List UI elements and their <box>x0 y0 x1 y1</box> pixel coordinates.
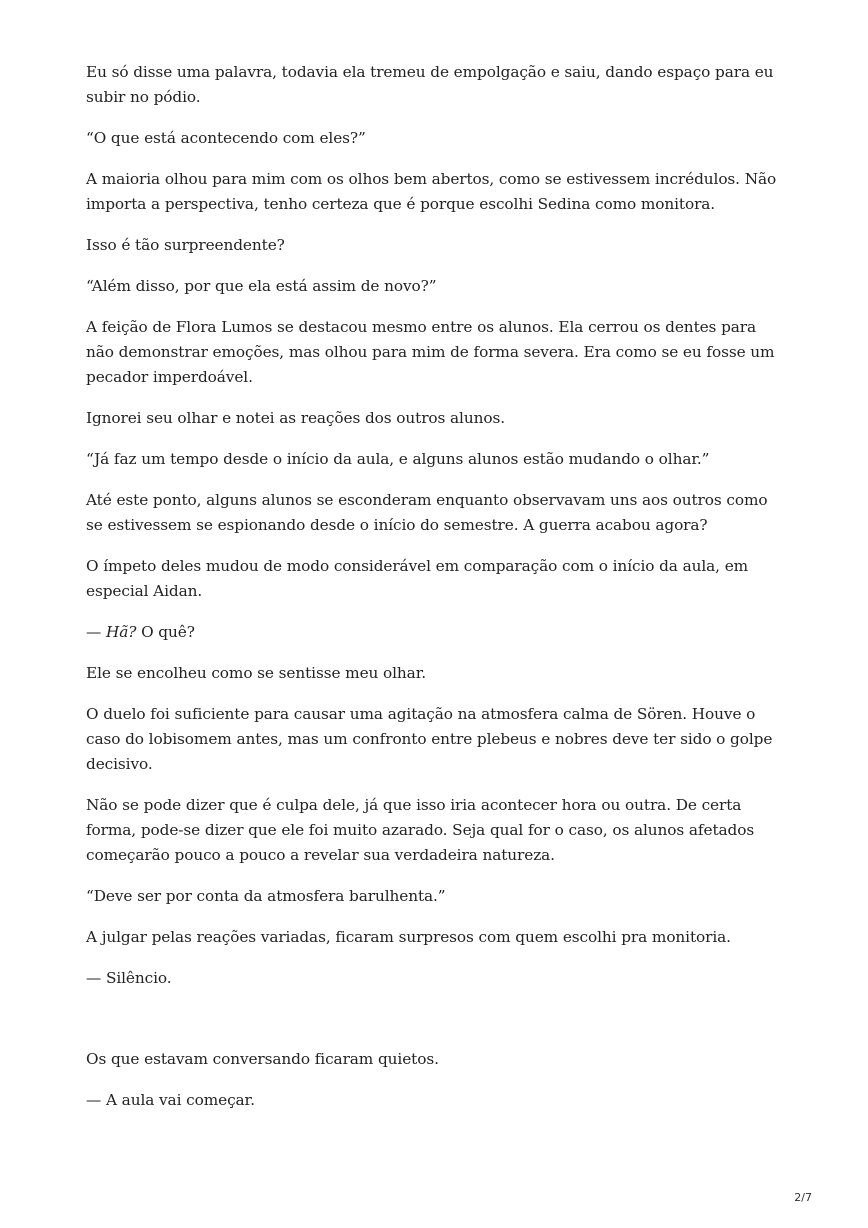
page-number: 2/7 <box>794 1191 812 1204</box>
section-gap <box>86 1007 786 1047</box>
dialogue-italic: Hã? <box>105 623 137 641</box>
paragraph: Ele se encolheu como se sentisse meu olhar. <box>86 664 426 682</box>
paragraph: O duelo foi suficiente para causar uma agitação na atmosfera calma de Sören. Houve o caso do lobisomem antes, mas um confronto entre plebeus e nobres deve ter sido o golpe decisivo. <box>86 705 773 773</box>
paragraph: A maioria olhou para mim com os olhos bem abertos, como se estivessem incrédulos. Não importa a perspectiva, tenho certeza que é porque escolhi Sedina como monitora. <box>86 170 777 213</box>
paragraph: Os que estavam conversando ficaram quietos. <box>86 1050 439 1068</box>
paragraph: “O que está acontecendo com eles?” <box>86 129 366 147</box>
paragraph: A feição de Flora Lumos se destacou mesmo entre os alunos. Ela cerrou os dentes para não demonstrar emoções, mas olhou para mim de forma severa. Era como se eu fosse um pecador imperdoável. <box>86 318 775 386</box>
dialogue-dash: — <box>86 623 106 641</box>
paragraph: Eu só disse uma palavra, todavia ela tremeu de empolgação e saiu, dando espaço para eu subir no pódio. <box>86 63 774 106</box>
paragraph: A julgar pelas reações variadas, ficaram surpresos com quem escolhi pra monitoria. <box>86 928 731 946</box>
dialogue-rest: O quê? <box>136 623 195 641</box>
paragraph: Ignorei seu olhar e notei as reações dos outros alunos. <box>86 409 505 427</box>
dialogue-paragraph <box>86 620 786 645</box>
paragraph: Até este ponto, alguns alunos se esconderam enquanto observavam uns aos outros como se estivessem se espionando desde o início do semestre. A guerra acabou agora? <box>86 491 768 534</box>
paragraph: O ímpeto deles mudou de modo considerável em comparação com o início da aula, em especial Aidan. <box>86 557 749 600</box>
paragraph: Isso é tão surpreendente? <box>86 236 285 254</box>
paragraph: — Silêncio. <box>86 969 172 987</box>
paragraph: “Já faz um tempo desde o início da aula, e alguns alunos estão mudando o olhar.” <box>86 450 710 468</box>
paragraph: Não se pode dizer que é culpa dele, já que isso iria acontecer hora ou outra. De certa forma, pode-se dizer que ele foi muito azarado. Seja qual for o caso, os alunos afetados começarão pouco a pouco a revelar sua verdadeira natureza. <box>86 796 755 864</box>
paragraph: — A aula vai começar. <box>86 1091 255 1109</box>
paragraph: “Deve ser por conta da atmosfera barulhenta.” <box>86 887 446 905</box>
paragraph: “Além disso, por que ela está assim de novo?” <box>86 277 437 295</box>
page-body <box>86 60 786 1129</box>
